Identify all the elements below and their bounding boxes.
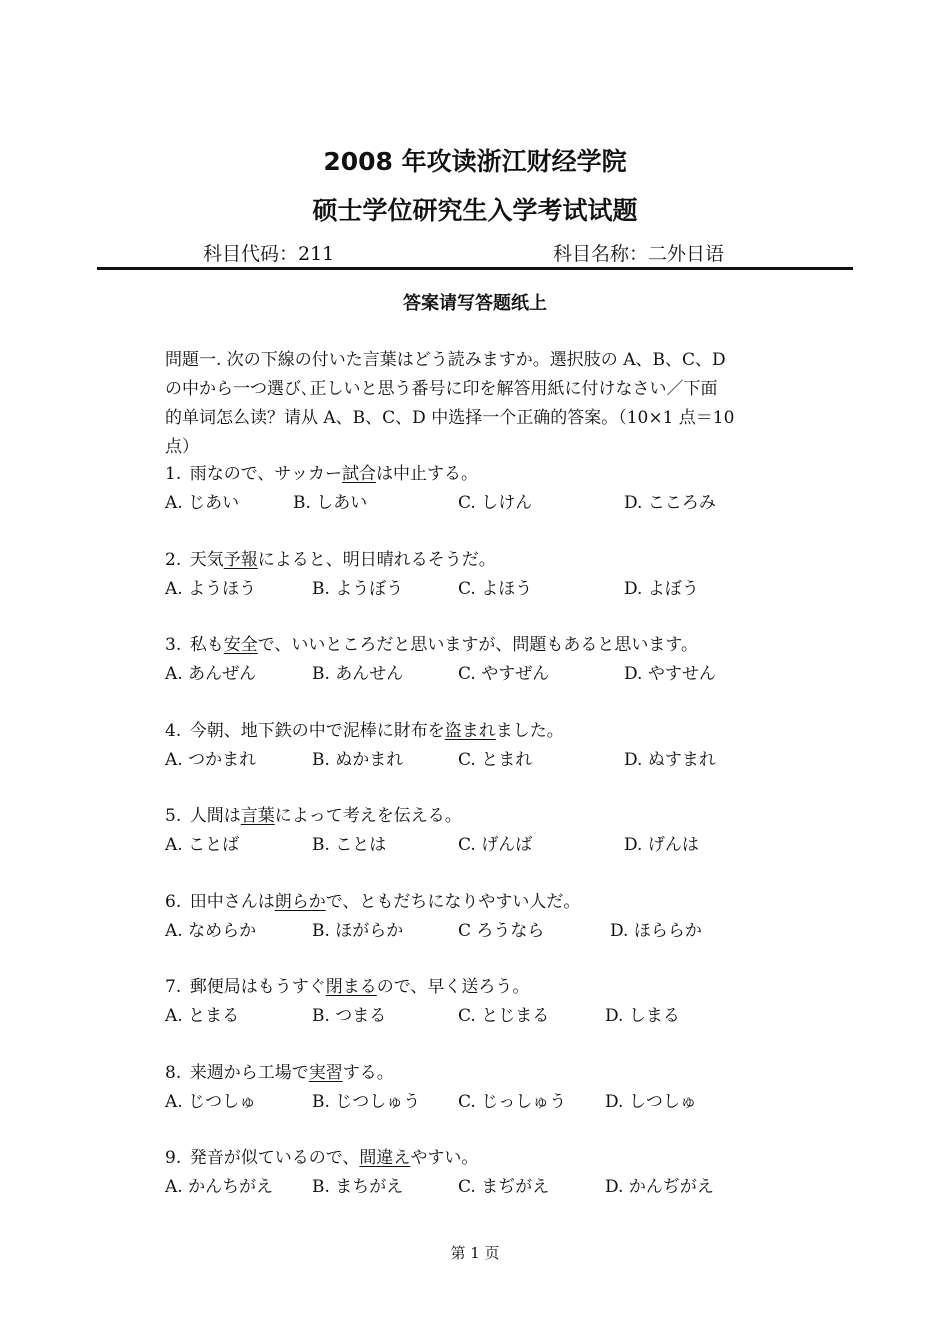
answer-option: C. とまれ bbox=[458, 749, 533, 770]
answer-options bbox=[165, 489, 805, 518]
question-text bbox=[165, 1059, 805, 1088]
answer-notice: 答案请写答题纸上 bbox=[403, 293, 547, 314]
question-target-word: 朗らか bbox=[274, 891, 326, 912]
answer-option: C. よほう bbox=[458, 578, 533, 599]
answer-option: A. なめらか bbox=[165, 920, 257, 941]
answer-option: B. まちがえ bbox=[312, 1177, 404, 1197]
question-target-word: 安全 bbox=[223, 635, 258, 655]
answer-option: C. げんば bbox=[458, 835, 533, 855]
answer-option: D. よぼう bbox=[624, 578, 699, 599]
exam-title-line2: 硕士学位研究生入学考试试题 bbox=[312, 196, 638, 225]
answer-option: C. しけん bbox=[458, 493, 533, 513]
question-number: 9. bbox=[165, 1148, 182, 1168]
question-item bbox=[165, 546, 805, 632]
instruction-line: 的单词怎么读？请从 A、B、C、D 中选择一个正确的答案。（10×1 点＝10 bbox=[165, 408, 735, 428]
question-text-after: によって考えを伝える。 bbox=[274, 806, 462, 826]
answer-option: D. こころみ bbox=[624, 493, 716, 513]
answer-option: C. やすぜん bbox=[458, 664, 550, 684]
question-item bbox=[165, 1144, 805, 1230]
question-item bbox=[165, 631, 805, 717]
answer-option: A. あんぜん bbox=[165, 664, 257, 684]
question-target-word: 閉まる bbox=[325, 977, 377, 997]
question-text bbox=[165, 802, 805, 831]
answer-options bbox=[165, 746, 805, 775]
answer-options bbox=[165, 831, 805, 860]
question-text bbox=[165, 460, 805, 489]
question-text-after: は中止する。 bbox=[376, 464, 479, 484]
question-target-word: 試合 bbox=[342, 464, 377, 484]
answer-option: A. ことば bbox=[165, 835, 240, 855]
answer-option: B. あんせん bbox=[312, 664, 404, 684]
question-target-word: 実習 bbox=[308, 1062, 343, 1083]
question-item bbox=[165, 717, 805, 803]
question-number: 5. bbox=[165, 806, 182, 826]
answer-option: A. つかまれ bbox=[165, 749, 257, 770]
answer-option: C ろうなら bbox=[458, 920, 545, 941]
answer-option: B. じつしゅう bbox=[312, 1091, 421, 1112]
question-text-before: 郵便局はもうすぐ bbox=[189, 977, 326, 997]
question-item bbox=[165, 888, 805, 974]
question-item bbox=[165, 802, 805, 888]
instruction-line: 問題一. 次の下線の付いた言葉はどう読みますか。選択肢の A、B、C、D bbox=[165, 350, 726, 370]
answer-option: D. しつしゅ bbox=[605, 1091, 697, 1112]
question-text-after: で、ともだちになりやすい人だ。 bbox=[325, 891, 581, 912]
question-item bbox=[165, 460, 805, 546]
subject-name: 科目名称：二外日语 bbox=[553, 243, 725, 265]
header-divider bbox=[97, 267, 853, 270]
answer-option: A. かんちがえ bbox=[165, 1177, 274, 1197]
question-text bbox=[165, 546, 805, 575]
question-target-word: 言葉 bbox=[240, 806, 275, 826]
question-list bbox=[165, 460, 805, 1230]
question-text-before: 人間は bbox=[189, 806, 241, 826]
question-text bbox=[165, 973, 805, 1002]
answer-option: C. じっしゅう bbox=[458, 1091, 567, 1112]
answer-option: D. やすせん bbox=[624, 664, 716, 684]
answer-option: D. げんは bbox=[624, 835, 699, 855]
question-number: 2. bbox=[165, 549, 182, 570]
answer-option: C. とじまる bbox=[458, 1006, 550, 1026]
answer-option: D. しまる bbox=[605, 1006, 680, 1026]
question-number: 7. bbox=[165, 977, 182, 997]
question-item bbox=[165, 973, 805, 1059]
instruction-line: 点） bbox=[165, 437, 199, 457]
question-text-after: ので、早く送ろう。 bbox=[376, 977, 530, 997]
question-number: 6. bbox=[165, 891, 182, 912]
answer-options bbox=[165, 660, 805, 689]
question-target-word: 盗まれ bbox=[444, 720, 496, 741]
answer-option: A. じつしゅ bbox=[165, 1091, 257, 1112]
question-text-before: 田中さんは bbox=[189, 891, 275, 912]
instruction-line: の中から一つ選び､正しいと思う番号に印を解答用紙に付けなさい／下面 bbox=[165, 379, 718, 399]
question-item bbox=[165, 1059, 805, 1145]
answer-options bbox=[165, 1173, 805, 1202]
question-text-before: 私も bbox=[189, 635, 224, 655]
answer-option: B. つまる bbox=[312, 1006, 387, 1026]
subject-code: 科目代码：211 bbox=[203, 243, 335, 265]
question-text-before: 発音が似ているので、 bbox=[189, 1148, 360, 1168]
answer-option: B. ことは bbox=[312, 835, 387, 855]
question-text-before: 来週から工場で bbox=[189, 1062, 309, 1083]
question-text-after: する。 bbox=[342, 1062, 394, 1083]
answer-option: D. ほららか bbox=[610, 920, 702, 941]
question-number: 4. bbox=[165, 720, 182, 741]
question-text-before: 天気 bbox=[189, 549, 224, 570]
answer-options bbox=[165, 1088, 805, 1117]
instruction-block bbox=[165, 346, 795, 462]
answer-option: D. かんぢがえ bbox=[605, 1177, 714, 1197]
question-target-word: 間違え bbox=[359, 1148, 411, 1168]
exam-title-line1: 2008 年攻读浙江财经学院 bbox=[323, 147, 627, 176]
answer-option: A. じあい bbox=[165, 493, 240, 513]
question-text-after: やすい。 bbox=[410, 1148, 479, 1168]
answer-option: D. ぬすまれ bbox=[624, 749, 716, 770]
answer-option: A. ようほう bbox=[165, 578, 257, 599]
question-text-after: ました。 bbox=[495, 720, 564, 741]
question-number: 8. bbox=[165, 1062, 182, 1083]
question-text bbox=[165, 888, 805, 917]
answer-options bbox=[165, 917, 805, 946]
answer-option: B. しあい bbox=[293, 493, 368, 513]
answer-options bbox=[165, 1002, 805, 1031]
answer-options bbox=[165, 575, 805, 604]
question-text-after: で、いいところだと思いますが、問題もあると思います。 bbox=[257, 635, 699, 655]
question-target-word: 予報 bbox=[223, 549, 258, 570]
question-text bbox=[165, 1144, 805, 1173]
answer-option: A. とまる bbox=[165, 1006, 240, 1026]
answer-option: C. まぢがえ bbox=[458, 1177, 550, 1197]
question-text bbox=[165, 717, 805, 746]
answer-option: B. ほがらか bbox=[312, 920, 404, 941]
question-number: 1. bbox=[165, 464, 182, 484]
answer-option: B. ようぼう bbox=[312, 578, 404, 599]
question-number: 3. bbox=[165, 635, 182, 655]
question-text-before: 雨なので、サッカー bbox=[189, 464, 343, 484]
answer-option: B. ぬかまれ bbox=[312, 749, 404, 770]
question-text-after: によると、明日晴れるそうだ。 bbox=[257, 549, 496, 570]
question-text-before: 今朝、地下鉄の中で泥棒に財布を bbox=[189, 720, 445, 741]
question-text bbox=[165, 631, 805, 660]
page-number: 第 1 页 bbox=[450, 1244, 500, 1262]
